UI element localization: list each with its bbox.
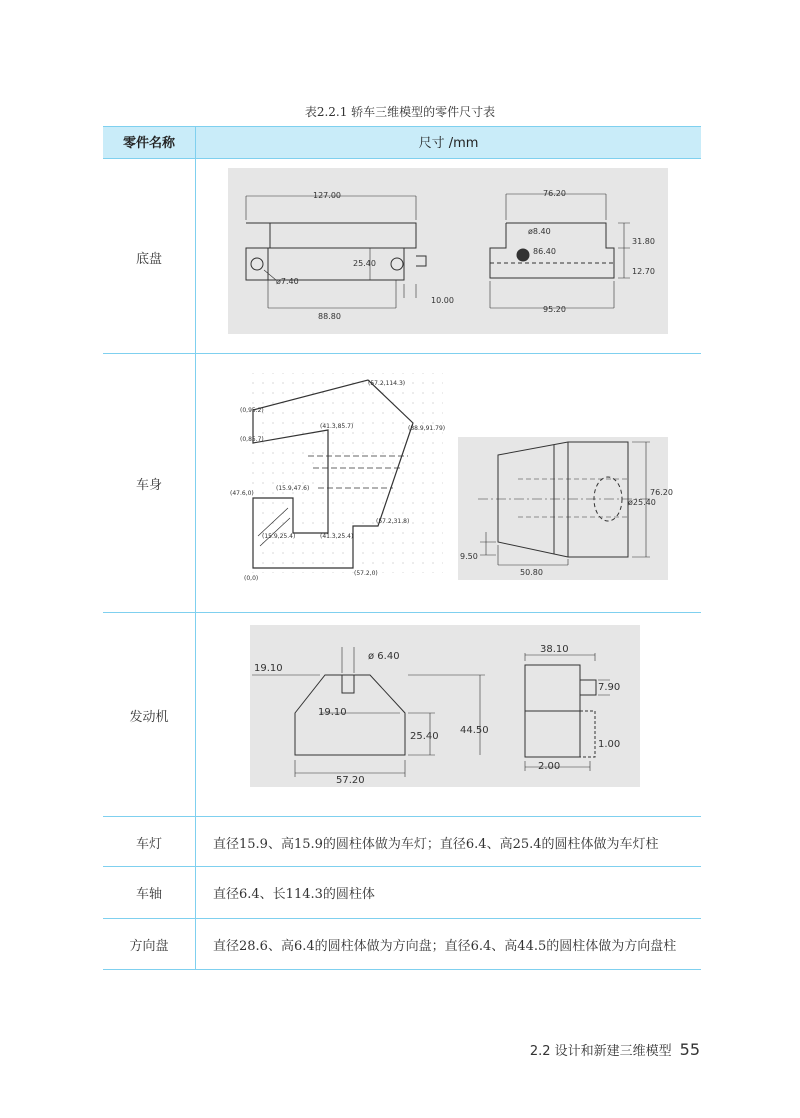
body-point-11: (57.2,0)	[354, 570, 378, 577]
body-point-1: (57.2,114.3)	[368, 380, 406, 387]
page-footer	[530, 1040, 700, 1059]
table-caption: 表2.2.1 轿车三维模型的零件尺寸表	[304, 105, 496, 119]
chassis-side-dim-12-7: 12.70	[632, 267, 655, 276]
row-divider	[103, 866, 701, 867]
body-point-3: (41.3,85.7)	[320, 423, 354, 430]
engine-side-dim-2: 2.00	[538, 761, 561, 772]
row-name-engine: 发动机	[129, 710, 169, 725]
engine-dim-44-5: 44.50	[460, 725, 489, 736]
header-divider	[195, 126, 196, 159]
body-point-5: (0,85.7)	[240, 436, 264, 443]
page-number: 55	[679, 1040, 700, 1059]
row-name-chassis: 底盘	[135, 252, 162, 267]
body-point-9: (15.9,25.4)	[262, 533, 296, 540]
row-text-axle: 直径6.4、长114.3的圆柱体	[213, 887, 375, 902]
column-divider	[195, 159, 196, 969]
footer-section: 2.2 设计和新建三维模型	[529, 1044, 672, 1059]
row-text-lamp: 直径15.9、高15.9的圆柱体做为车灯；直径6.4、高25.4的圆柱体做为车灯柱	[213, 837, 659, 852]
table-header	[103, 126, 701, 159]
body-point-4: (88.9,91.79)	[408, 425, 446, 432]
body-side-dim-9-5: 9.50	[460, 552, 478, 561]
body-point-2: (0,95.2)	[240, 407, 264, 414]
row-name-axle: 车轴	[135, 887, 162, 902]
body-side-dim-50-8: 50.80	[520, 568, 543, 577]
engine-dim-19-1a: 19.10	[254, 663, 283, 674]
row-text-steering-wheel: 直径28.6、高6.4的圆柱体做为方向盘；直径6.4、高44.5的圆柱体做为方向盘柱	[213, 939, 677, 954]
engine-side-dim-7-9: 7.90	[598, 682, 621, 693]
body-point-8: (57.2,31.8)	[376, 518, 410, 525]
header-dimension: 尺寸 /mm	[418, 136, 479, 151]
chassis-side-dim-hole: ø8.40	[528, 227, 551, 236]
row-name-lamp: 车灯	[135, 837, 162, 852]
body-side-dim-25-4: ø25.40	[628, 498, 656, 507]
engine-dim-19-1b: 19.10	[318, 707, 347, 718]
chassis-side-dim-31-8: 31.80	[632, 237, 655, 246]
row-divider	[103, 918, 701, 919]
body-point-7: (15.9,47.6)	[276, 485, 310, 492]
chassis-side-dim-76-2: 76.20	[543, 189, 566, 198]
row-divider	[103, 612, 701, 613]
body-point-12: (0,0)	[244, 575, 259, 582]
body-point-10: (41.3,25.4)	[320, 533, 354, 540]
engine-side-dim-38-1: 38.10	[540, 644, 569, 655]
row-divider	[103, 353, 701, 354]
body-side-dim-76-2: 76.20	[650, 488, 673, 497]
chassis-dim-88-8: 88.80	[318, 312, 341, 321]
engine-dim-57-2: 57.20	[336, 775, 365, 786]
row-divider	[103, 816, 701, 817]
engine-dim-25-4: 25.40	[410, 731, 439, 742]
engine-drawing	[250, 625, 640, 787]
chassis-dim-10: 10.00	[431, 296, 454, 305]
chassis-dim-127: 127.00	[313, 191, 341, 200]
chassis-drawing	[228, 168, 668, 334]
row-name-body: 车身	[135, 478, 162, 493]
header-part-name: 零件名称	[122, 136, 175, 151]
chassis-side-dim-86-4: 86.40	[533, 247, 556, 256]
engine-side-dim-1: 1.00	[598, 739, 621, 750]
chassis-side-dim-95-2: 95.20	[543, 305, 566, 314]
body-point-6: (47.6,0)	[230, 490, 254, 497]
body-side-drawing	[458, 437, 673, 580]
engine-dim-hole: ø 6.40	[368, 651, 400, 662]
table-bottom-border	[103, 969, 701, 970]
row-name-steering-wheel: 方向盘	[129, 939, 169, 954]
body-profile-drawing	[228, 368, 450, 590]
chassis-dim-25-4: 25.40	[353, 259, 376, 268]
chassis-dim-hole: ø7.40	[276, 277, 299, 286]
